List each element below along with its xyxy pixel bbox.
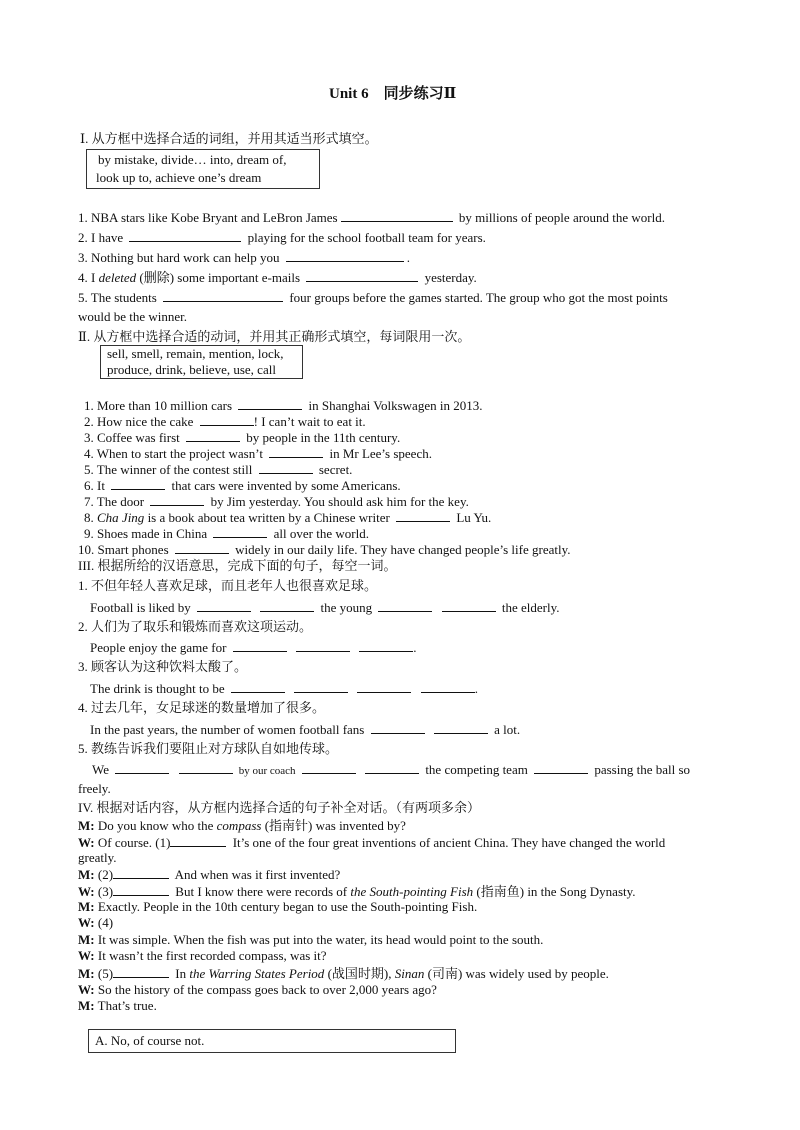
s1-question-3 [78, 249, 410, 266]
s1-q4-blank[interactable] [306, 269, 418, 282]
s3-item-3-cn: 3. 顾客认为这种饮料太酸了。 [78, 659, 248, 674]
s2-q3-tail: by people in the 11th century. [246, 430, 401, 445]
s3-1-tail: the elderly. [501, 600, 560, 615]
s2-q9-tail: all over the world. [273, 526, 369, 541]
s2-q4-text: 4. When to start the project wasn’t [84, 446, 263, 461]
s2-question-8 [84, 509, 491, 526]
s2-q9-blank[interactable] [213, 525, 267, 538]
s2-q7-text: 7. The door [84, 494, 145, 509]
s3-5-blank-3[interactable] [302, 761, 356, 774]
line-tail-2: (指南鱼) in the Song Dynasty. [473, 884, 636, 899]
dialog-line-1 [78, 818, 406, 834]
section-1-heading: Ⅰ. 从方框中选择合适的词组，并用其适当形式填空。 [80, 131, 378, 146]
s1-q3-blank[interactable] [286, 249, 404, 262]
s2-q5-text: 5. The winner of the contest still [84, 462, 253, 477]
line-text: It was simple. When the fish was put into the water, its head would point to the south. [94, 932, 544, 947]
s3-1-text: Football is liked by [90, 600, 191, 615]
word-box-line-2: produce, drink, believe, use, call [107, 362, 276, 377]
s3-4-blank-1[interactable] [371, 721, 425, 734]
line-text: (4) [94, 915, 114, 930]
line-tail: And when was it first invented? [172, 867, 341, 882]
s1-q4-tail: yesterday. [424, 270, 477, 285]
line-italic: the South-pointing Fish [350, 884, 474, 899]
line-text: So the history of the compass goes back to over 2,000 years ago? [94, 982, 437, 997]
s1-q1-text: 1. NBA stars like Kobe Bryant and LeBron James [78, 210, 338, 225]
s3-item-4-cn: 4. 过去几年，女足球迷的数量增加了很多。 [78, 700, 326, 715]
dialog-blank-5[interactable] [113, 965, 169, 978]
s3-item-3-en [90, 680, 478, 697]
speaker-label: M: [78, 899, 95, 914]
line-text: (5) [94, 966, 114, 981]
s1-q5-text: 5. The students [78, 290, 157, 305]
s2-q10-tail: widely in our daily life. They have changed people’s life greatly. [235, 542, 571, 557]
word-box-line-1: by mistake, divide… into, dream of, [98, 152, 287, 167]
speaker-label: W: [78, 948, 95, 963]
s3-2-blank-1[interactable] [233, 639, 287, 652]
s3-1-middle: the young [320, 600, 373, 615]
speaker-label: M: [78, 867, 95, 882]
dialog-line-5 [78, 899, 477, 915]
speaker-label: W: [78, 835, 95, 850]
s3-2-text: People enjoy the game for [90, 640, 227, 655]
s3-2-blank-3[interactable] [359, 639, 413, 652]
s1-q4-text: 4. I [78, 270, 99, 285]
section-2-heading: Ⅱ. 从方框中选择合适的动词，并用其正确形式填空，每词限用一次。 [78, 329, 471, 344]
dialog-blank-1[interactable] [170, 834, 226, 847]
s2-q4-blank[interactable] [269, 445, 323, 458]
s1-question-2 [78, 229, 486, 246]
line-tail: In [172, 966, 190, 981]
s2-q9-text: 9. Shoes made in China [84, 526, 208, 541]
dialog-blank-3[interactable] [113, 883, 169, 896]
speaker-label: M: [78, 966, 95, 981]
s1-question-5-cont: would be the winner. [78, 309, 188, 324]
s3-2-tail: . [413, 640, 417, 655]
s1-question-4 [78, 269, 477, 286]
line-text: (2) [94, 867, 114, 882]
line-text: It wasn’t the first recorded compass, was it? [94, 948, 327, 963]
s3-item-2-cn: 2. 人们为了取乐和锻炼而喜欢这项运动。 [78, 619, 313, 634]
s3-5-blank-1[interactable] [115, 761, 169, 774]
s3-5-middle: by our coach [238, 765, 296, 777]
dialog-line-2-cont [78, 850, 117, 866]
s2-q10-blank[interactable] [175, 541, 229, 554]
s1-q1-tail: by millions of people around the world. [458, 210, 666, 225]
word-box-line-2: look up to, achieve one’s dream [96, 170, 262, 185]
s2-q8-tail: Lu Yu. [456, 510, 492, 525]
section-3-heading: III. 根据所给的汉语意思，完成下面的句子，每空一词。 [78, 558, 397, 573]
line-italic: the Warring States Period [189, 966, 325, 981]
s2-q6-tail: that cars were invented by some Americans. [171, 478, 401, 493]
s3-2-blank-2[interactable] [296, 639, 350, 652]
s3-5-blank-4[interactable] [365, 761, 419, 774]
s3-4-text: In the past years, the number of women football fans [90, 722, 365, 737]
s2-q8-italic: Cha Jing [97, 510, 145, 525]
dialog-line-10 [78, 982, 437, 998]
speaker-label: M: [78, 998, 95, 1013]
s3-5-blank-2[interactable] [179, 761, 233, 774]
s3-1-blank-3[interactable] [378, 599, 432, 612]
s2-q8-middle: is a book about tea written by a Chinese writer [144, 510, 390, 525]
s1-q2-blank[interactable] [129, 229, 241, 242]
s2-q6-blank[interactable] [111, 477, 165, 490]
s3-3-blank-4[interactable] [421, 680, 475, 693]
s2-question-10 [78, 541, 571, 558]
s3-item-1-cn: 1. 不但年轻人喜欢足球，而且老年人也很喜欢足球。 [78, 578, 378, 593]
s2-q5-blank[interactable] [259, 461, 313, 474]
s2-question-3 [84, 429, 400, 446]
s3-3-tail: . [474, 681, 478, 696]
line-text: greatly. [78, 850, 117, 865]
speaker-label: M: [78, 932, 95, 947]
s2-q7-tail: by Jim yesterday. You should ask him for the key. [210, 494, 469, 509]
s3-item-2-en [90, 639, 416, 656]
s2-question-1 [84, 397, 482, 414]
s2-question-6 [84, 477, 401, 494]
s3-item-4-en [90, 721, 520, 738]
s2-q2-text: 2. How nice the cake [84, 414, 194, 429]
s2-q8-blank[interactable] [396, 509, 450, 522]
s2-question-5 [84, 461, 352, 478]
s2-q3-blank[interactable] [186, 429, 240, 442]
line-text: Of course. (1) [94, 835, 171, 850]
s1-q5-tail: four groups before the games started. The group who got the most points [289, 290, 668, 305]
section-4-heading: IV. 根据对话内容，从方框内选择合适的句子补全对话。（有两项多余） [78, 800, 481, 815]
speaker-label: W: [78, 915, 95, 930]
s3-5-blank-5[interactable] [534, 761, 588, 774]
s3-4-blank-2[interactable] [434, 721, 488, 734]
s2-question-2 [84, 413, 366, 430]
s2-q7-blank[interactable] [150, 493, 204, 506]
section-4-option-box [88, 1029, 456, 1053]
dialog-line-4 [78, 883, 636, 900]
line-tail-3: (司南) was widely used by people. [424, 966, 609, 981]
s3-3-blank-3[interactable] [357, 680, 411, 693]
s1-q5-blank[interactable] [163, 289, 283, 302]
s2-q1-tail: in Shanghai Volkswagen in 2013. [308, 398, 483, 413]
dialog-line-3 [78, 866, 340, 883]
s2-q8-number: 8. [84, 510, 97, 525]
s3-5-tail: passing the ball so [594, 762, 691, 777]
line-tail: (指南针) was invented by? [261, 818, 406, 833]
s2-q3-text: 3. Coffee was first [84, 430, 180, 445]
s1-q2-tail: playing for the school football team for years. [247, 230, 486, 245]
s3-5-text: We [92, 762, 109, 777]
s1-q4-middle: (删除) some important e-mails [136, 270, 301, 285]
line-tail: But I know there were records of [172, 884, 351, 899]
dialog-line-7 [78, 932, 543, 948]
section-1-word-box [86, 149, 320, 189]
s2-q4-tail: in Mr Lee’s speech. [329, 446, 432, 461]
s3-item-5-en [92, 761, 690, 779]
s3-item-1-en [90, 599, 560, 616]
dialog-line-6 [78, 915, 113, 931]
line-text: That’s true. [94, 998, 157, 1013]
s2-q1-blank[interactable] [238, 397, 302, 410]
word-box-line-1: sell, smell, remain, mention, lock, [107, 346, 284, 361]
s3-5-middle-2: the competing team [425, 762, 528, 777]
s1-q4-italic: deleted [98, 270, 137, 285]
line-text: Exactly. People in the 10th century began to use the South-pointing Fish. [94, 899, 478, 914]
s3-3-blank-1[interactable] [231, 680, 285, 693]
s2-q2-blank[interactable] [200, 413, 254, 426]
s1-question-5 [78, 289, 668, 306]
s2-q6-text: 6. It [84, 478, 105, 493]
page-title: Unit 6 同步练习Ⅱ [329, 86, 457, 102]
s2-q1-text: 1. More than 10 million cars [84, 398, 233, 413]
dialog-line-8 [78, 948, 327, 964]
s3-item-5-cont: freely. [78, 781, 111, 796]
s1-q3-text: 3. Nothing but hard work can help you [78, 250, 280, 265]
dialog-line-2 [78, 834, 665, 851]
s3-item-5-cn: 5. 教练告诉我们要阻止对方球队自如地传球。 [78, 741, 339, 756]
s3-1-blank-2[interactable] [260, 599, 314, 612]
s1-question-1 [78, 209, 665, 226]
line-tail-2: (战国时期), [324, 966, 395, 981]
s1-q1-blank[interactable] [341, 209, 453, 222]
s3-1-blank-1[interactable] [197, 599, 251, 612]
s2-question-9 [84, 525, 369, 542]
s3-1-blank-4[interactable] [442, 599, 496, 612]
speaker-label: W: [78, 982, 95, 997]
dialog-line-11 [78, 998, 157, 1014]
option-a: A. No, of course not. [95, 1033, 205, 1048]
dialog-blank-2[interactable] [113, 866, 169, 879]
dialog-line-9 [78, 965, 609, 982]
s1-q2-text: 2. I have [78, 230, 124, 245]
line-italic: compass [216, 818, 262, 833]
line-italic-2: Sinan [394, 966, 425, 981]
line-text: (3) [94, 884, 114, 899]
s1-q3-tail: . [406, 250, 410, 265]
speaker-label: W: [78, 884, 95, 899]
s2-question-4 [84, 445, 432, 462]
s2-question-7 [84, 493, 469, 510]
line-tail: It’s one of the four great inventions of ancient China. They have changed the world [229, 835, 666, 850]
s2-q10-text: 10. Smart phones [78, 542, 169, 557]
s3-4-tail: a lot. [494, 722, 521, 737]
s3-3-blank-2[interactable] [294, 680, 348, 693]
s3-3-text: The drink is thought to be [90, 681, 225, 696]
s2-q5-tail: secret. [318, 462, 353, 477]
s2-q2-tail: ! I can’t wait to eat it. [253, 414, 366, 429]
section-2-word-box [100, 345, 303, 379]
speaker-label: M: [78, 818, 95, 833]
line-text: Do you know who the [94, 818, 217, 833]
